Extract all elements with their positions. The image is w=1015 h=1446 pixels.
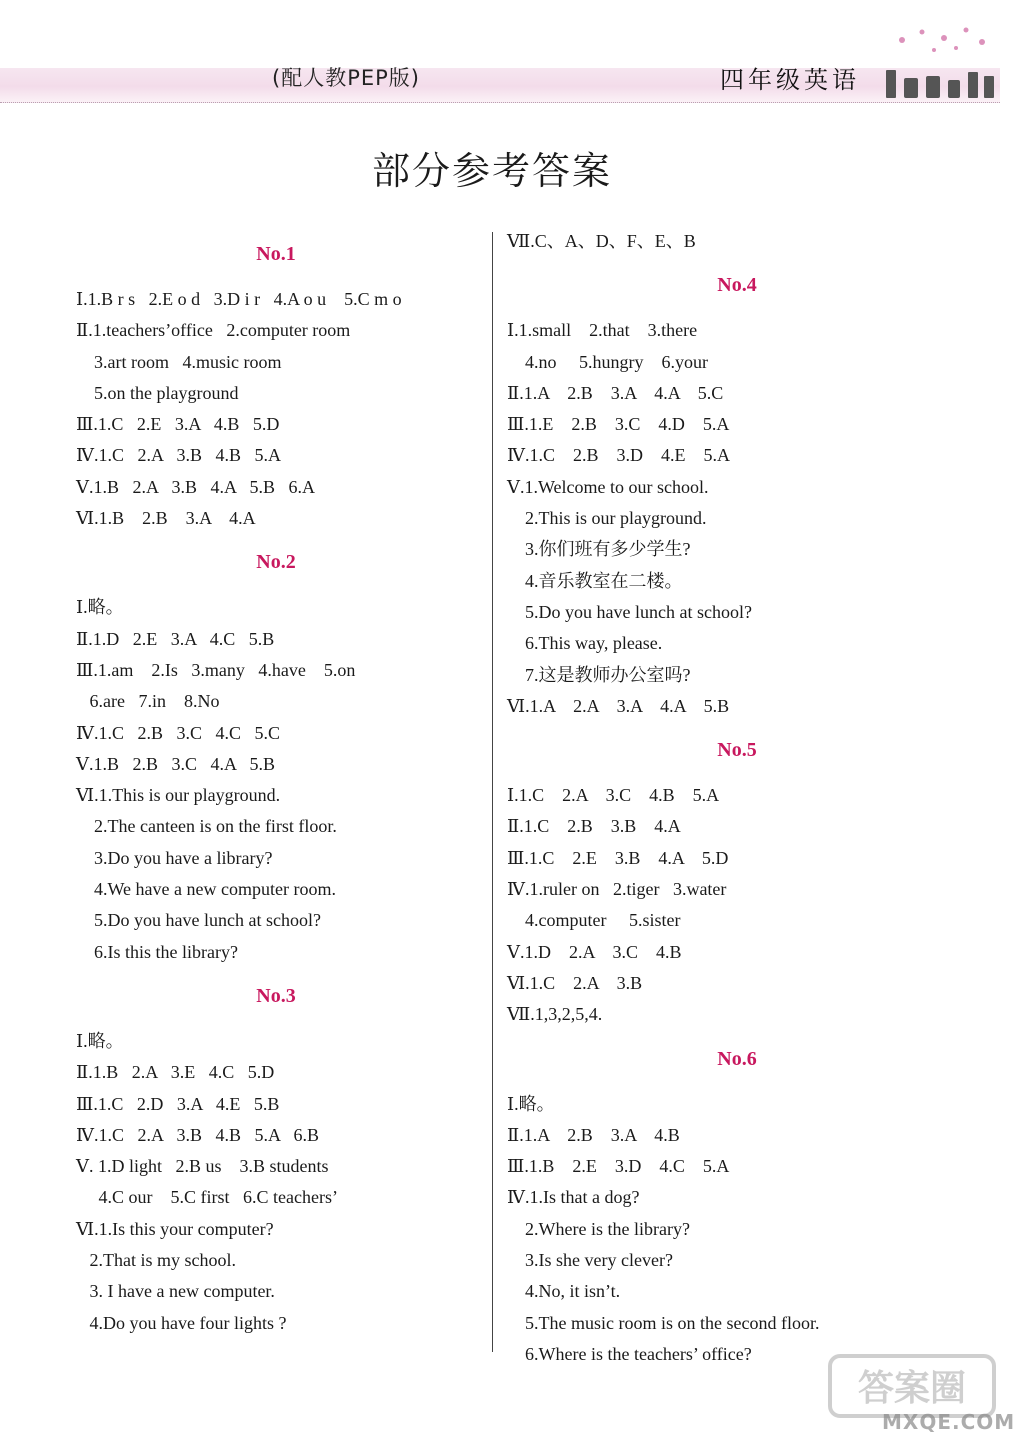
- column-divider: [492, 232, 493, 1352]
- answer-line: Ⅵ.1.This is our playground.: [76, 785, 281, 806]
- answer-line: 3.Do you have a library?: [76, 847, 273, 868]
- watermark-site: MXQE.COM: [882, 1410, 1015, 1434]
- answer-line: 5.The music room is on the second floor.: [507, 1312, 820, 1333]
- answer-line: Ⅳ.1.C 2.A 3.B 4.B 5.A: [76, 445, 282, 466]
- answer-line: Ⅲ.1.am 2.Is 3.many 4.have 5.on: [76, 659, 356, 680]
- answer-line: Ⅶ.C、A、D、F、E、B: [507, 231, 696, 251]
- answer-line: 4.We have a new computer room.: [76, 879, 336, 900]
- section-heading: No.5: [717, 739, 757, 762]
- answer-line: 3.你们班有多少学生?: [507, 539, 691, 560]
- answer-line: Ⅱ.1.teachers’office 2.computer room: [76, 320, 351, 341]
- answer-line: 6.are 7.in 8.No: [76, 691, 220, 712]
- answer-line: Ⅰ.1.small 2.that 3.there: [507, 320, 698, 341]
- answer-line: 7.这是教师办公室吗?: [507, 664, 691, 685]
- answer-line: 5.on the playground: [76, 382, 239, 403]
- edition-label: (配人教PEP版): [272, 66, 420, 90]
- answer-line: Ⅵ.1.A 2.A 3.A 4.A 5.B: [507, 695, 730, 716]
- answer-line: Ⅴ.1.Welcome to our school.: [507, 476, 709, 497]
- answer-line: Ⅲ.1.C 2.D 3.A 4.E 5.B: [76, 1093, 280, 1114]
- answer-line: Ⅰ.略。: [76, 1030, 124, 1051]
- answer-line: 2.The canteen is on the first floor.: [76, 816, 337, 837]
- answer-line: Ⅰ.略。: [507, 1093, 555, 1114]
- answer-line: Ⅲ.1.E 2.B 3.C 4.D 5.A: [507, 414, 730, 435]
- section-heading: No.2: [256, 551, 296, 574]
- answer-line: 2.Where is the library?: [507, 1218, 690, 1239]
- answer-line: 2.That is my school.: [76, 1250, 236, 1271]
- answer-line: 6.Where is the teachers’ office?: [507, 1343, 752, 1364]
- answer-line: Ⅱ.1.B 2.A 3.E 4.C 5.D: [76, 1062, 275, 1083]
- answer-line: 6.This way, please.: [507, 633, 663, 654]
- answer-line: Ⅴ.1.B 2.B 3.C 4.A 5.B: [76, 753, 276, 774]
- answer-line: 4.No, it isn’t.: [507, 1281, 621, 1302]
- grade-subject-label: 四年级英语: [720, 66, 860, 94]
- answer-line: Ⅳ.1.Is that a dog?: [507, 1187, 640, 1208]
- answer-line: 4.C our 5.C first 6.C teachers’: [76, 1187, 338, 1208]
- book-logo-icon: [882, 20, 998, 100]
- answer-line: Ⅱ.1.A 2.B 3.A 4.B: [507, 1124, 680, 1145]
- answer-line: Ⅶ.1,3,2,5,4.: [507, 1004, 603, 1025]
- page-title: 部分参考答案: [371, 149, 612, 193]
- answer-line: Ⅴ. 1.D light 2.B us 3.B students: [76, 1156, 329, 1177]
- answer-line: Ⅳ.1.C 2.B 3.C 4.C 5.C: [76, 722, 281, 743]
- answer-line: Ⅱ.1.A 2.B 3.A 4.A 5.C: [507, 382, 724, 403]
- answer-line: 4.音乐教室在二楼。: [507, 570, 683, 591]
- watermark-logo-text: 答案圈: [857, 1368, 967, 1409]
- answer-line: Ⅲ.1.B 2.E 3.D 4.C 5.A: [507, 1156, 730, 1177]
- answer-line: 4.computer 5.sister: [507, 910, 681, 931]
- section-heading: No.1: [256, 243, 296, 265]
- answer-line: Ⅱ.1.C 2.B 3.B 4.A: [507, 816, 681, 837]
- answer-line: 4.Do you have four lights ?: [76, 1312, 287, 1333]
- right-answer-column: [507, 226, 967, 1370]
- answer-line: 3.Is she very clever?: [507, 1250, 673, 1271]
- answer-line: Ⅴ.1.B 2.A 3.B 4.A 5.B 6.A: [76, 476, 316, 497]
- answer-line: Ⅳ.1.C 2.B 3.D 4.E 5.A: [507, 445, 730, 466]
- answer-line: Ⅰ.1.B r s 2.E o d 3.D i r 4.A o u 5.C m o: [76, 289, 402, 309]
- answer-line: 6.Is this the library?: [76, 941, 238, 962]
- answer-line: 5.Do you have lunch at school?: [76, 910, 321, 931]
- left-answer-column: [76, 226, 476, 1339]
- answer-line: Ⅳ.1.C 2.A 3.B 4.B 5.A 6.B: [76, 1124, 320, 1145]
- section-heading: No.3: [256, 984, 296, 1007]
- answer-line: Ⅲ.1.C 2.E 3.B 4.A 5.D: [507, 847, 729, 868]
- answer-line: Ⅵ.1.B 2.B 3.A 4.A: [76, 508, 256, 529]
- answer-line: Ⅱ.1.D 2.E 3.A 4.C 5.B: [76, 628, 275, 649]
- answer-line: Ⅴ.1.D 2.A 3.C 4.B: [507, 941, 682, 962]
- answer-line: Ⅰ.略。: [76, 597, 124, 618]
- answer-line: 2.This is our playground.: [507, 508, 707, 529]
- answer-line: Ⅵ.1.Is this your computer?: [76, 1218, 274, 1239]
- section-heading: No.4: [717, 274, 757, 297]
- answer-line: 3.art room 4.music room: [76, 351, 282, 372]
- answer-line: Ⅵ.1.C 2.A 3.B: [507, 972, 643, 993]
- answer-line: Ⅲ.1.C 2.E 3.A 4.B 5.D: [76, 414, 280, 435]
- answer-line: Ⅳ.1.ruler on 2.tiger 3.water: [507, 879, 727, 900]
- section-heading: No.6: [717, 1047, 757, 1070]
- answer-line: 4.no 5.hungry 6.your: [507, 351, 708, 372]
- answer-line: 5.Do you have lunch at school?: [507, 601, 752, 622]
- answer-line: 3. I have a new computer.: [76, 1281, 275, 1302]
- answer-line: Ⅰ.1.C 2.A 3.C 4.B 5.A: [507, 785, 720, 806]
